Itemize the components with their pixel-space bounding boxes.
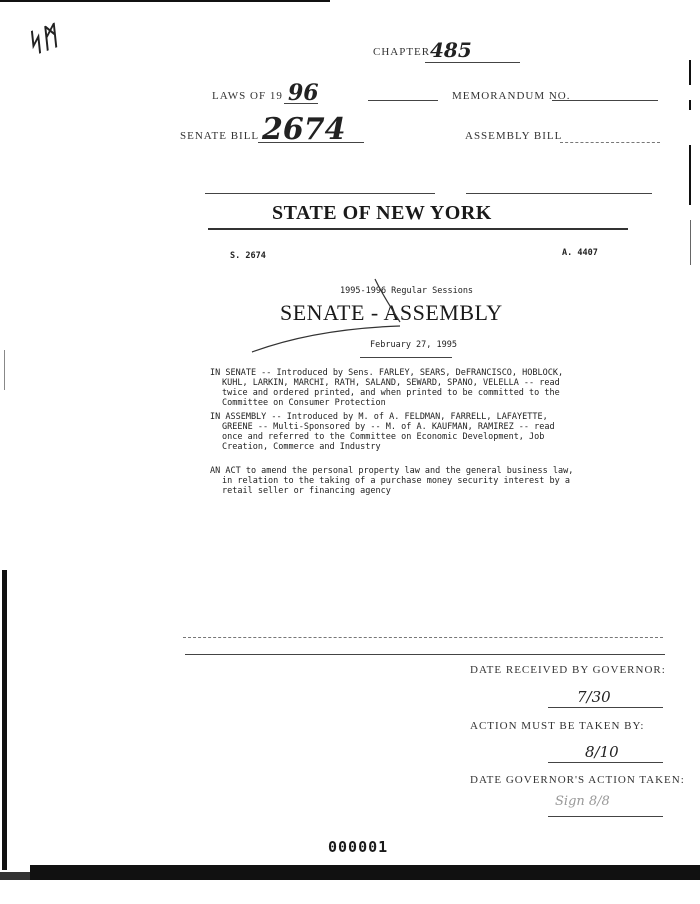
date-received-label: DATE RECEIVED BY GOVERNOR: <box>470 664 666 676</box>
chapter-number: 485 <box>430 38 472 62</box>
scan-edge-left-mark <box>4 350 5 390</box>
act-line: in relation to the taking of a purchase money security interest by a <box>222 476 570 486</box>
date-rule <box>360 357 452 358</box>
bill-date: February 27, 1995 <box>370 340 457 350</box>
act-line: retail seller or financing agency <box>222 486 391 496</box>
scan-edge-left-bar <box>2 570 7 870</box>
senate-number: S. 2674 <box>230 251 266 261</box>
lower-separator-solid <box>185 654 665 655</box>
state-title-rule <box>208 228 628 230</box>
senate-intro-line: Committee on Consumer Protection <box>222 398 386 408</box>
lower-separator-dashed <box>183 637 663 638</box>
assembly-intro-line: GREENE -- Multi-Sponsored by -- M. of A. KAUFMAN, RAMIREZ -- read <box>222 422 555 432</box>
scan-edge-bottom-bar <box>30 865 700 880</box>
action-by-value: 8/10 <box>585 743 619 761</box>
scan-edge-right-mark-3 <box>689 145 691 205</box>
corner-initial-mark: ᛋᛗ <box>21 21 62 61</box>
laws-year: 96 <box>288 80 319 106</box>
memorandum-label: MEMORANDUM NO. <box>452 90 571 102</box>
senate-intro-paragraph <box>210 368 632 408</box>
scan-edge-top-line <box>0 0 330 2</box>
scan-edge-bottom-left <box>0 872 30 880</box>
state-title: STATE OF NEW YORK <box>272 202 492 224</box>
chapter-label: CHAPTER <box>373 46 431 58</box>
page-number: 000001 <box>328 838 389 856</box>
senate-intro-line: IN SENATE -- Introduced by Sens. FARLEY, SEARS, DeFRANCISCO, HOBLOCK, <box>210 368 564 378</box>
scan-edge-right-mark-1 <box>689 60 691 85</box>
senate-bill-underline <box>258 142 364 143</box>
assembly-intro-line: once and referred to the Committee on Economic Development, Job <box>222 432 545 442</box>
sessions-label: 1995-1996 Regular Sessions <box>340 286 474 296</box>
separator-right <box>466 193 652 194</box>
act-paragraph <box>210 466 632 496</box>
laws-blank-line <box>368 100 438 101</box>
action-by-underline <box>548 762 663 763</box>
action-taken-label: DATE GOVERNOR'S ACTION TAKEN: <box>470 774 685 786</box>
separator-left <box>205 193 435 194</box>
laws-of-label: LAWS OF 19 <box>212 90 283 102</box>
memorandum-underline <box>552 100 658 101</box>
chamber-title: SENATE - ASSEMBLY <box>280 300 503 325</box>
assembly-intro-line: IN ASSEMBLY -- Introduced by M. of A. FELDMAN, FARRELL, LAFAYETTE, <box>210 412 548 422</box>
date-received-value: 7/30 <box>577 688 611 706</box>
action-taken-underline <box>548 816 663 817</box>
senate-intro-line: KUHL, LARKIN, MARCHI, RATH, SALAND, SEWARD, SPANO, VELELLA -- read <box>222 378 560 388</box>
assembly-bill-underline <box>560 142 660 143</box>
action-by-label: ACTION MUST BE TAKEN BY: <box>470 720 645 732</box>
assembly-intro-paragraph <box>210 412 632 452</box>
senate-bill-label: SENATE BILL <box>180 130 260 142</box>
assembly-number: A. 4407 <box>562 248 598 258</box>
act-line: AN ACT to amend the personal property law and the general business law, <box>210 466 574 476</box>
chapter-underline <box>425 62 520 63</box>
senate-bill-number: 2674 <box>262 112 346 147</box>
action-taken-value: Sign 8/8 <box>555 794 610 809</box>
scan-edge-right-mark-4 <box>690 220 691 265</box>
assembly-bill-label: ASSEMBLY BILL <box>465 130 563 142</box>
assembly-intro-line: Creation, Commerce and Industry <box>222 442 381 452</box>
scan-edge-right-mark-2 <box>689 100 691 110</box>
date-received-underline <box>548 707 663 708</box>
senate-intro-line: twice and ordered printed, and when printed to be committed to the <box>222 388 560 398</box>
laws-year-underline <box>284 103 318 104</box>
